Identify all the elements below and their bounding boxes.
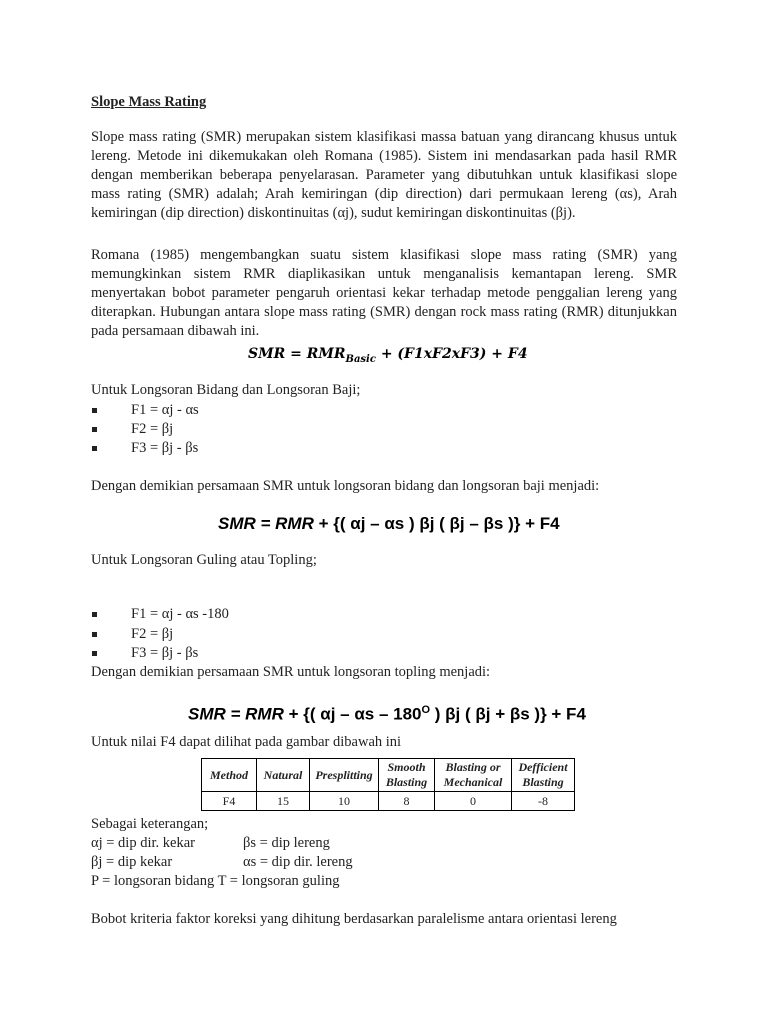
formula-smr-toppling-rhs-b: ) βj ( βj + βs )} + F4 [430,704,586,724]
list-item [91,626,173,643]
paragraph-romana: Romana (1985) mengembangkan suatu sistem klasifikasi slope mass rating (SMR) yang memungkinkan sistem RMR diaplikasikan untuk menganalisis kemantapan lereng. SMR menyertakan bobot parameter pengaruh orientasi kekar terhadap metode penggalian lereng yang diterapkan. Hubungan antara slope mass rating (SMR) dengan rock mass rating (RMR) ditunjukkan pada persamaan dibawah ini. [91,247,677,339]
table-header-cell: Method [202,759,257,792]
paragraph-intro: Slope mass rating (SMR) merupakan sistem klasifikasi massa batuan yang dirancang khusus untuk lereng. Metode ini dikemukakan oleh Romana (1985). Sistem ini mendasarkan pada hasil RMR dengan memberikan beberapa penyelarasan. Parameter yang dibutuhkan untuk klasifikasi slope mass rating (SMR) adalah; Arah kemiringan (dip direction) dari permukaan lereng (αs), Arah kemiringan (dip direction) diskontinuitas (αj), sudut kemiringan diskontinuitas (βj). [91,129,677,221]
bullet-square-icon [92,632,97,637]
heading-toppling: Untuk Longsoran Guling atau Topling; [91,552,317,568]
legend-row [91,854,353,871]
text-smr-toppling: Dengan demikian persamaan SMR untuk longsoran topling menjadi: [91,664,491,680]
paragraph-closing: Bobot kriteria faktor koreksi yang dihitung berdasarkan paralelisme antara orientasi lereng [91,911,617,927]
legend-item: βj = dip kekar [91,854,173,870]
table-cell: F4 [202,792,257,811]
formula-smr-toppling-rhs-a: + {( αj – αs – 180 [283,704,422,724]
list-item [91,645,198,662]
list-item-text: F2 = βj [131,421,174,437]
legend-row: P = longsoran bidang T = longsoran guling [91,873,340,889]
formula-smr-planar [218,514,560,534]
legend-row [91,835,330,852]
list-item [91,421,173,438]
bullet-square-icon [92,427,97,432]
f4-table [201,758,575,811]
list-item-text: F3 = βj - βs [131,440,199,456]
legend-item: βs = dip lereng [243,835,330,851]
formula-smr-planar-rhs: + {( αj – αs ) βj ( βj – βs )} + F4 [313,514,560,533]
formula-smr-basic-subscript: Basic [345,353,376,365]
table-header-cell: Smooth Blasting [379,759,435,792]
table-header-cell: Natural [257,759,310,792]
list-item [91,440,198,457]
list-item [91,606,229,623]
table-cell: 0 [435,792,512,811]
legend-item: αj = dip dir. kekar [91,835,195,851]
table-header-cell: Defficient Blasting [512,759,575,792]
list-item-text: F3 = βj - βs [131,645,199,661]
heading-planar-wedge: Untuk Longsoran Bidang dan Longsoran Baji; [91,382,361,398]
formula-smr-toppling-lhs: SMR = RMR [188,704,284,724]
table-cell: 10 [310,792,379,811]
list-item [91,402,199,419]
formula-smr-basic-lhs: SMR = RMR [248,346,346,362]
list-item-text: F1 = αj - αs [131,402,199,418]
bullet-square-icon [92,408,97,413]
formula-smr-toppling-superscript: O [421,704,431,716]
table-cell: 8 [379,792,435,811]
section-title: Slope Mass Rating [91,94,207,110]
text-smr-planar: Dengan demikian persamaan SMR untuk longsoran bidang dan longsoran baji menjadi: [91,478,600,494]
table-header-cell: Presplitting [310,759,379,792]
bullet-square-icon [92,651,97,656]
bullet-square-icon [92,612,97,617]
list-item-text: F1 = αj - αs -180 [131,606,229,622]
table-cell: 15 [257,792,310,811]
table-header-cell: Blasting or Mechanical [435,759,512,792]
formula-smr-toppling [188,704,586,725]
legend-heading: Sebagai keterangan; [91,816,209,832]
bullet-square-icon [92,446,97,451]
text-f4-intro: Untuk nilai F4 dapat dilihat pada gambar dibawah ini [91,734,402,750]
formula-smr-basic-rhs: + (F1xF2xF3) + F4 [375,346,528,362]
formula-smr-basic [248,346,528,365]
table-header-row [202,759,575,792]
legend-item: αs = dip dir. lereng [243,854,353,870]
formula-smr-planar-lhs: SMR = RMR [218,514,314,533]
table-cell: -8 [512,792,575,811]
list-item-text: F2 = βj [131,626,174,642]
table-row [202,792,575,811]
